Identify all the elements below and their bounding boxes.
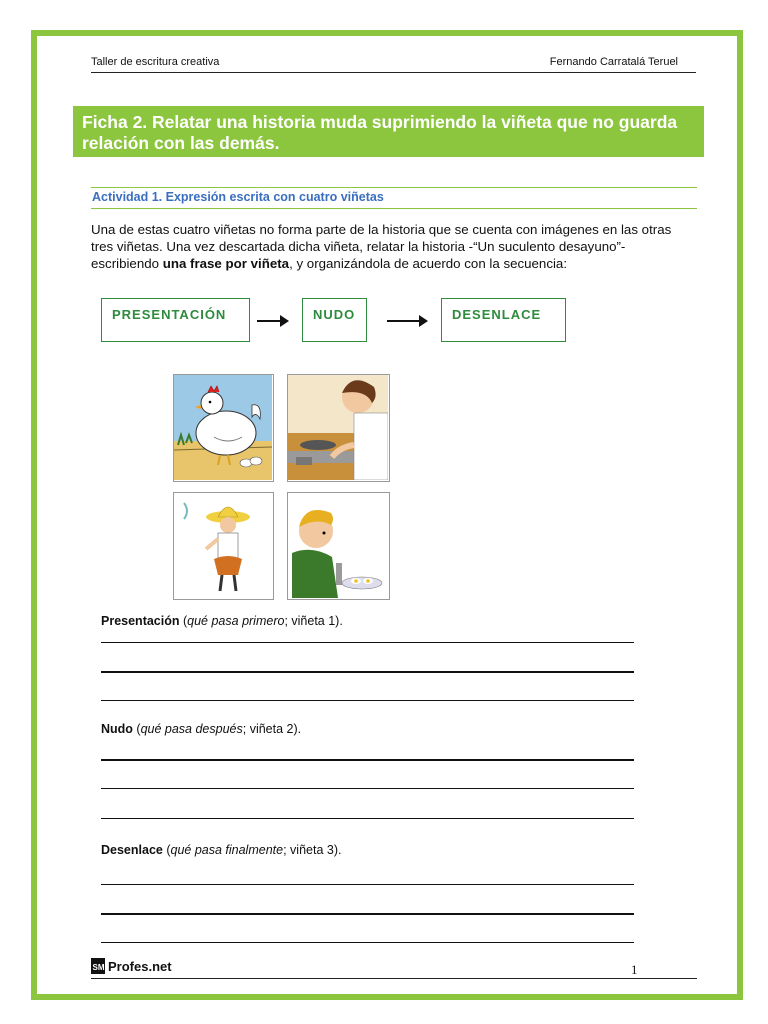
vignette-cooking [287, 374, 390, 482]
section-label: Presentación [101, 614, 180, 628]
answer-line[interactable] [101, 671, 634, 673]
flow-box-nudo [302, 298, 367, 342]
logo-text: Profes.net [108, 959, 172, 974]
activity-title: Actividad 1. Expresión escrita con cuatro viñetas [92, 190, 384, 204]
answer-line[interactable] [101, 884, 634, 885]
profesnet-logo-icon [91, 956, 175, 976]
flow-box-desenlace [441, 298, 566, 342]
boy-eating-eggs-image [288, 493, 388, 598]
answer-line[interactable] [101, 700, 634, 701]
section-rest: ; viñeta 3). [283, 843, 342, 857]
section-hint: qué pasa primero [187, 614, 285, 628]
profesnet-logo [91, 956, 175, 976]
flow-box-presentacion [101, 298, 250, 342]
instructions-bold-text: una frase por viñeta [162, 256, 290, 271]
answer-line[interactable] [101, 788, 634, 789]
person-cooking-image [288, 375, 388, 480]
section-rest: ; viñeta 2). [242, 722, 302, 736]
answer-line[interactable] [101, 759, 634, 761]
page-header [91, 56, 696, 73]
flow-label-desenlace: DESENLACE [452, 307, 542, 322]
flow-label-nudo: NUDO [313, 307, 356, 322]
header-course-title: Taller de escritura creativa [91, 56, 220, 68]
answer-line[interactable] [101, 913, 634, 915]
title-banner [73, 106, 704, 157]
instructions-text-2: , y organizándola de acuerdo con la secuencia: [289, 256, 568, 271]
vignette-man-hat [173, 492, 274, 600]
activity-heading-bar [91, 187, 697, 209]
flow-arrow-2 [387, 320, 426, 322]
section-label: Desenlace [101, 843, 163, 857]
instructions-text-1: Una de estas cuatro viñetas no forma parte de la historia que se cuenta con imágenes en las otras tres viñetas. Una vez descartada dicha viñeta, relatar la historia -“Un suculento desayuno”- escribiendo [91, 222, 672, 271]
page-number: 1 [631, 962, 638, 977]
section-hint: qué pasa finalmente [170, 843, 284, 857]
worksheet-title: Ficha 2. Relatar una historia muda suprimiendo la viñeta que no guarda relación con las demás. [82, 112, 678, 153]
section-label: Nudo [101, 722, 133, 736]
instructions-paragraph [91, 221, 691, 272]
section-paren: ( [162, 843, 171, 857]
vignette-boy-eating [287, 492, 390, 600]
footer-rule [91, 978, 697, 979]
section-presentacion-prompt [101, 614, 343, 628]
section-paren: ( [132, 722, 141, 736]
header-author: Fernando Carratalá Teruel [549, 56, 678, 68]
hen-with-eggs-image [174, 375, 272, 480]
flow-arrow-1 [257, 320, 287, 322]
answer-line[interactable] [101, 942, 634, 943]
logo-badge-text: SM [92, 963, 105, 972]
man-with-hat-image [174, 493, 272, 598]
section-rest: ; viñeta 1). [284, 614, 343, 628]
section-nudo-prompt [101, 722, 301, 736]
answer-line[interactable] [101, 818, 634, 819]
vignette-hen [173, 374, 274, 482]
flow-label-presentacion: PRESENTACIÓN [112, 307, 227, 322]
section-paren: ( [179, 614, 188, 628]
section-hint: qué pasa después [140, 722, 243, 736]
section-desenlace-prompt [101, 843, 341, 857]
answer-line[interactable] [101, 642, 634, 643]
